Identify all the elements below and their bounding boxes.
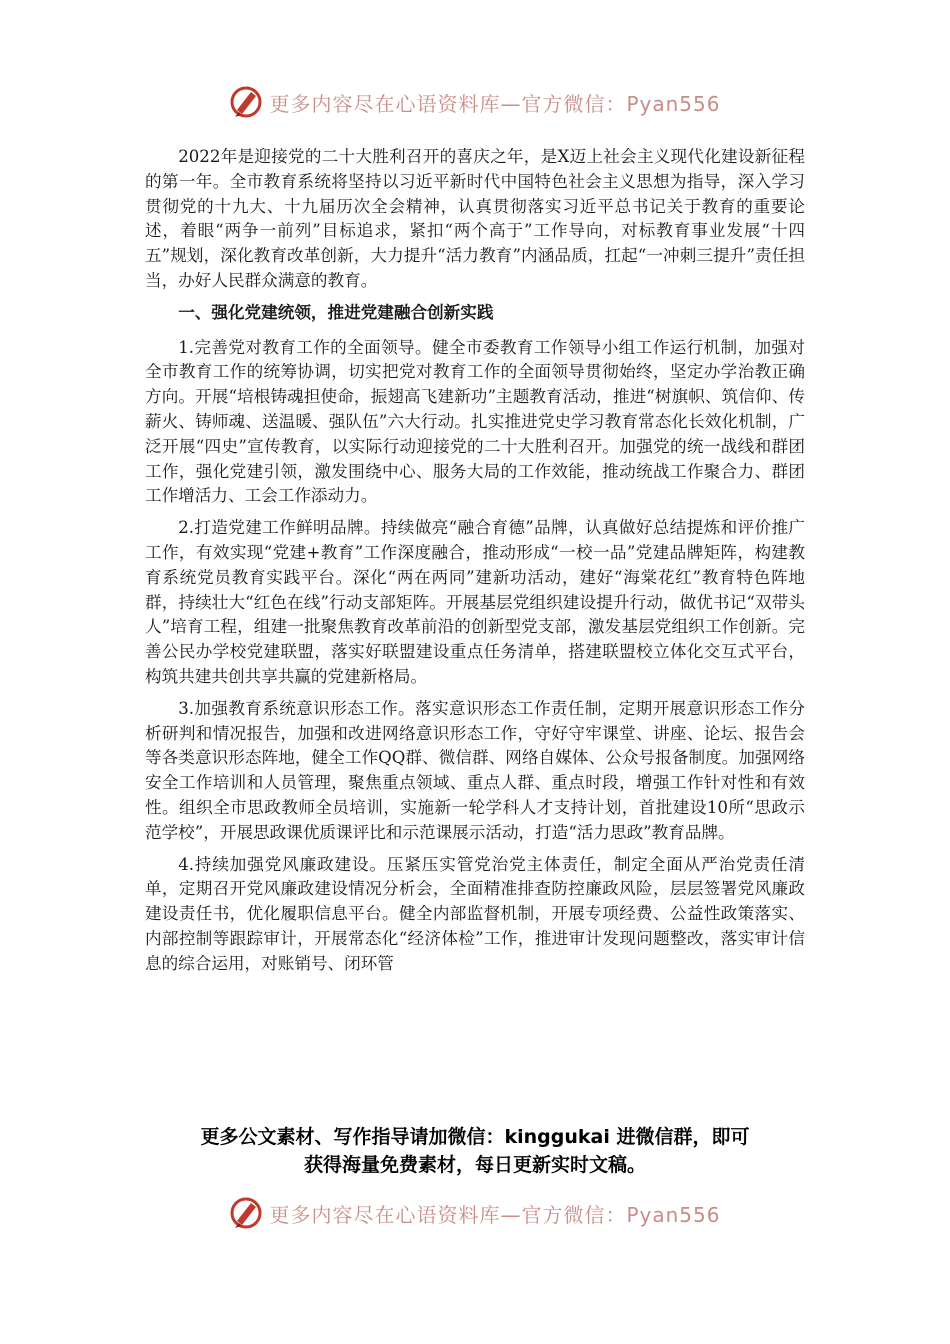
- footer-brand-text: 更多内容尽在心语资料库—官方微信：Pyan556: [269, 1202, 721, 1227]
- document-body: [145, 145, 805, 984]
- header-brand: [0, 82, 950, 122]
- paragraph-1: 1.完善党对教育工作的全面领导。健全市委教育工作领导小组工作运行机制，加强对全市教育工作的统筹协调，切实把党对教育工作的全面领导贯彻始终，坚定办学治教正确方向。开展“培根铸魂担使命，振翅高飞建新功”主题教育活动，推进“树旗帜、筑信仰、传薪火、铸师魂、送温暖、强队伍”六大行动。扎实推进党史学习教育常态化长效化机制，广泛开展“四史”宣传教育，以实际行动迎接党的二十大胜利召开。加强党的统一战线和群团工作，强化党建引领，激发围绕中心、服务大局的工作效能，推动统战工作聚合力、群团工作增活力、工会工作添动力。: [145, 337, 805, 506]
- section-heading: 一、强化党建统领，推进党建融合创新实践: [178, 302, 494, 322]
- brand-logo-icon: [229, 84, 265, 120]
- footer-brand: [0, 1193, 950, 1233]
- paragraph-2: 2.打造党建工作鲜明品牌。持续做亮“融合育德”品牌，认真做好总结提炼和评价推广工作，有效实现“党建+教育”工作深度融合，推动形成“一校一品”党建品牌矩阵，构建教育系统党员教育实践平台。深化“两在两同”建新功活动，建好“海棠花红”教育特色阵地群，持续壮大“红色在线”行动支部矩阵。开展基层党组织建设提升行动，做优书记“双带头人”培育工程，组建一批聚焦教育改革前沿的创新型党支部，激发基层党组织工作创新。完善公民办学校党建联盟，落实好联盟建设重点任务清单，搭建联盟校立体化交互式平台，构筑共建共创共享共赢的党建新格局。: [145, 518, 805, 686]
- paragraph-4: 4.持续加强党风廉政建设。压紧压实管党治党主体责任，制定全面从严治党责任清单，定期召开党风廉政建设情况分析会，全面精准排查防控廉政风险，层层签署党风廉政建设责任书，优化履职信息平台。健全内部监督机制，开展专项经费、公益性政策落实、内部控制等跟踪审计，开展常态化“经济体检”工作，推进审计发现问题整改，落实审计信息的综合运用，对账销号、闭环管: [145, 854, 805, 973]
- brand-logo-icon: [229, 1195, 265, 1231]
- promo-line-1: 更多公文素材、写作指导请加微信：kinggukai 进微信群，即可: [200, 1126, 750, 1148]
- header-brand-text: 更多内容尽在心语资料库—官方微信：Pyan556: [269, 91, 721, 116]
- promo-banner: [100, 1123, 850, 1179]
- promo-line-2: 获得海量免费素材，每日更新实时文稿。: [303, 1154, 646, 1176]
- intro-paragraph: 2022年是迎接党的二十大胜利召开的喜庆之年，是X迈上社会主义现代化建设新征程的第一年。全市教育系统将坚持以习近平新时代中国特色社会主义思想为指导，深入学习贯彻党的十九大、十九届历次全会精神，认真贯彻落实习近平总书记关于教育的重要论述，着眼“两争一前列”目标追求，紧扣“两个高于”工作导向，对标教育事业发展“十四五”规划，深化教育改革创新，大力提升“活力教育”内涵品质，扛起“一冲刺三提升”责任担当，办好人民群众满意的教育。: [145, 147, 805, 290]
- paragraph-3: 3.加强教育系统意识形态工作。落实意识形态工作责任制，定期开展意识形态工作分析研判和情况报告，加强和改进网络意识形态工作，守好守牢课堂、讲座、论坛、报告会等各类意识形态阵地，健全工作QQ群、微信群、网络自媒体、公众号报备制度。加强网络安全工作培训和人员管理，聚焦重点领域、重点人群、重点时段，增强工作针对性和有效性。组织全市思政教师全员培训，实施新一轮学科人才支持计划，首批建设10所“思政示范学校”，开展思政课优质课评比和示范课展示活动，打造“活力思政”教育品牌。: [145, 698, 805, 842]
